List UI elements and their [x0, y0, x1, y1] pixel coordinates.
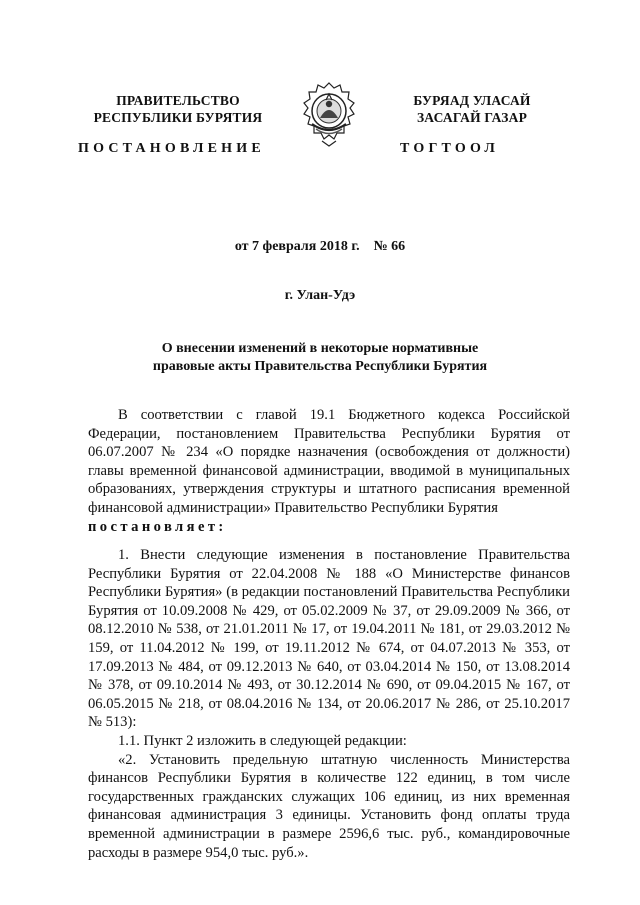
header-right-line2: ЗАСАГАЙ ГАЗАР [416, 110, 528, 125]
header-left [78, 92, 278, 126]
header-right-line1: БУРЯАД УЛАСАЙ [413, 93, 531, 108]
resolution-body [88, 546, 570, 862]
preamble-text: В соответствии с главой 19.1 Бюджетного кодекса Российской Федерации, постановлением Правительства Республики Бурятия от 06.07.2007 № 234 «О порядке назначения (освобождения от должности) главы временной финансовой администрации, вводимой в муниципальных образованиях, утверждения структуры и штатного расписания временной финансовой администрации» Правительство Республики Бурятия [88, 407, 570, 516]
resolves-word: постановляет: [88, 518, 227, 535]
quoted-clause: «2. Установить предельную штатную численность Министерства финансов Республики Бурятия в количестве 122 единиц, в том числе государственных гражданских служащих 106 единиц, из них временная финансовая администрация 3 единицы. Установить фонд оплаты труда временной администрации в размере 2596,6 тыс. руб., командировочные расходы в размере 954,0 тыс. руб.». [88, 751, 570, 861]
coat-of-arms-icon [298, 80, 360, 148]
item-1-1: 1.1. Пункт 2 изложить в следующей редакции: [118, 732, 407, 749]
item-1: 1. Внести следующие изменения в постановление Правительства Республики Бурятия от 22.04.2008 № 188 «О Министерстве финансов Республики Бурятия» (в редакции постановлений Правительства Республики Бурятия от 10.09.2008 № 429, от 05.02.2009 № 37, от 29.09.2009 № 366, от 08.12.2010 № 538, от 21.01.2011 № 17, от 19.04.2011 № 181, от 29.03.2012 № 159, от 11.04.2012 № 199, от 19.11.2012 № 674, от 04.07.2013 № 353, от 17.09.2013 № 484, от 09.12.2013 № 640, от 03.04.2014 № 150, от 13.08.2014 № 378, от 09.10.2014 № 493, от 30.12.2014 № 690, от 09.04.2015 № 167, от 06.05.2015 № 218, от 08.04.2016 № 134, от 20.06.2017 № 286, от 25.10.2017 № 513): [88, 547, 570, 731]
date-number: от 7 февраля 2018 г. № 66 [234, 239, 406, 254]
document-title-line2: правовые акты Правительства Республики Бурятия [152, 359, 488, 374]
header-left-line1: ПРАВИТЕЛЬСТВО [116, 93, 240, 108]
doc-type-left: ПОСТАНОВЛЕНИЕ [78, 141, 265, 156]
document-title-line1: О внесении изменений в некоторые нормативные [161, 341, 479, 356]
doc-type-right: ТОГТООЛ [400, 141, 500, 156]
preamble [88, 406, 570, 536]
document-title [0, 340, 640, 376]
header-left-line2: РЕСПУБЛИКИ БУРЯТИЯ [93, 110, 263, 125]
city: г. Улан-Удэ [284, 288, 356, 303]
header-right [372, 92, 572, 126]
